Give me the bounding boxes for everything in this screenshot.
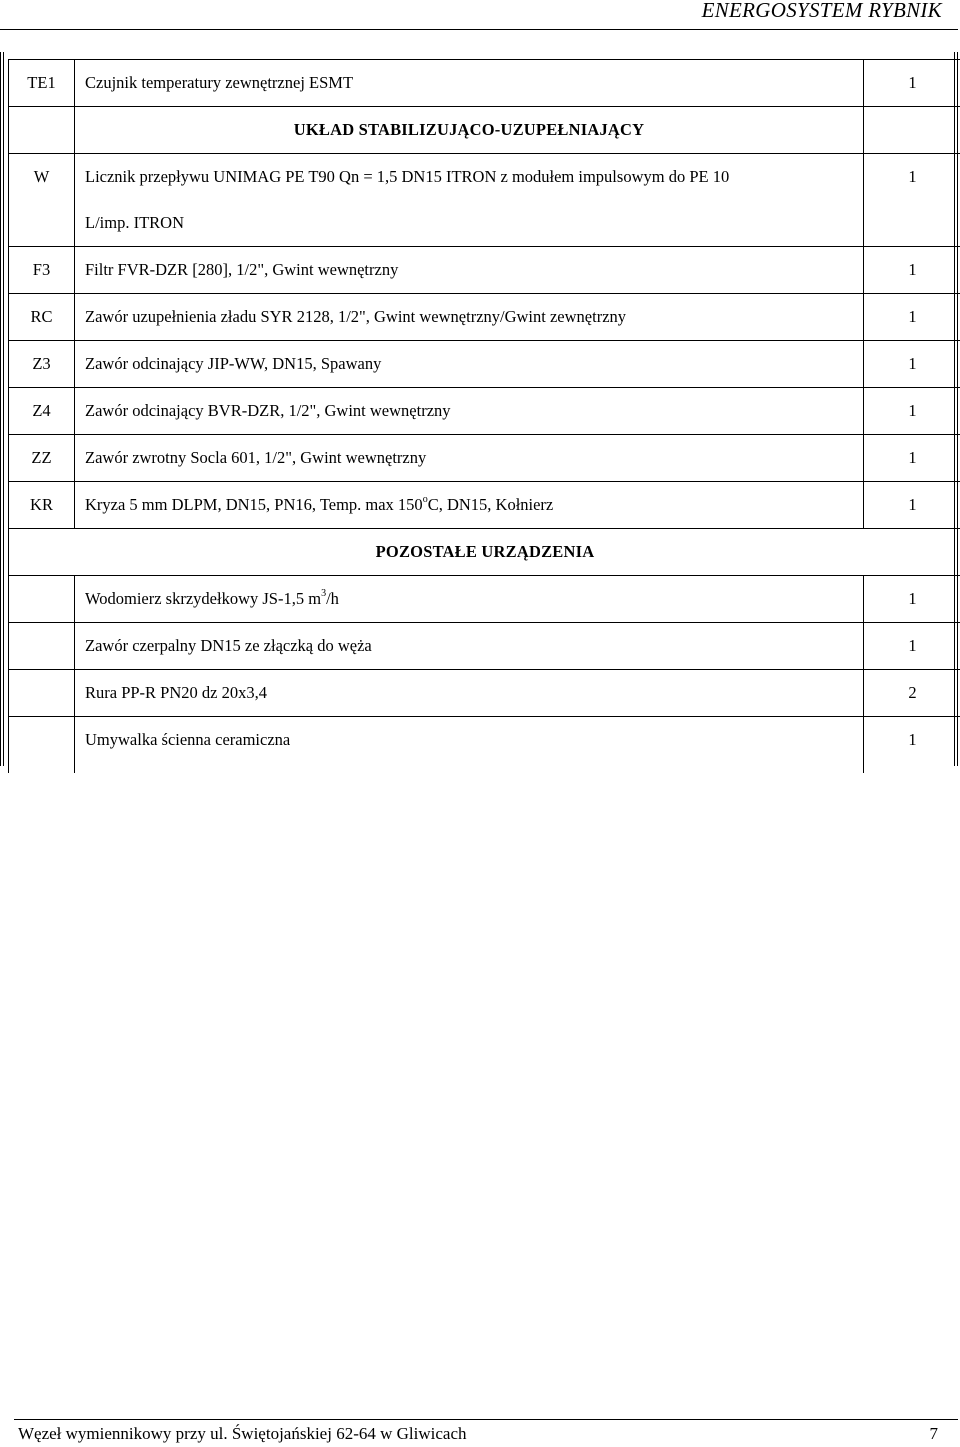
item-quantity: 1 bbox=[864, 623, 960, 670]
item-description-text: Kryza 5 mm DLPM, DN15, PN16, Temp. max 150 bbox=[85, 495, 423, 514]
section-title: UKŁAD STABILIZUJĄCO-UZUPEŁNIAJĄCY bbox=[75, 107, 864, 154]
item-quantity: 1 bbox=[864, 717, 960, 773]
item-description-text: Wodomierz skrzydełkowy JS-1,5 m bbox=[85, 589, 322, 608]
table-row bbox=[9, 154, 960, 247]
item-code: F3 bbox=[9, 247, 75, 294]
item-quantity: 1 bbox=[864, 60, 960, 107]
table-row bbox=[9, 670, 960, 717]
table-row bbox=[9, 388, 960, 435]
item-code: W bbox=[9, 154, 75, 247]
footer-rule bbox=[14, 1419, 958, 1420]
item-description-text: C, DN15, Kołnierz bbox=[427, 495, 554, 514]
table-row bbox=[9, 576, 960, 623]
item-quantity: 1 bbox=[864, 482, 960, 529]
item-code bbox=[9, 670, 75, 717]
table-row bbox=[9, 435, 960, 482]
page-number: 7 bbox=[929, 1424, 938, 1443]
item-description bbox=[75, 482, 864, 529]
table-row bbox=[9, 341, 960, 388]
item-code: Z4 bbox=[9, 388, 75, 435]
section-row bbox=[9, 107, 960, 154]
table-row bbox=[9, 717, 960, 773]
item-code bbox=[9, 576, 75, 623]
item-code: KR bbox=[9, 482, 75, 529]
item-description-line2: L/imp. ITRON bbox=[85, 213, 184, 232]
item-quantity: 1 bbox=[864, 341, 960, 388]
header-rule bbox=[0, 29, 958, 30]
item-quantity: 1 bbox=[864, 247, 960, 294]
item-description: Zawór odcinający BVR-DZR, 1/2", Gwint wewnętrzny bbox=[75, 388, 864, 435]
item-description: Umywalka ścienna ceramiczna bbox=[75, 717, 864, 773]
table-row bbox=[9, 623, 960, 670]
item-quantity: 1 bbox=[864, 294, 960, 341]
item-description: Zawór uzupełnienia zładu SYR 2128, 1/2", Gwint wewnętrzny/Gwint zewnętrzny bbox=[75, 294, 864, 341]
cubic-superscript: 3 bbox=[321, 588, 327, 599]
item-description-line1: Licznik przepływu UNIMAG PE T90 Qn = 1,5 DN15 ITRON z modułem impulsowym do PE 10 bbox=[85, 167, 730, 186]
item-code bbox=[9, 623, 75, 670]
item-quantity: 2 bbox=[864, 670, 960, 717]
item-code: ZZ bbox=[9, 435, 75, 482]
page-header-company: ENERGOSYSTEM RYBNIK bbox=[701, 0, 942, 22]
item-description: Czujnik temperatury zewnętrznej ESMT bbox=[75, 60, 864, 107]
item-description: Zawór czerpalny DN15 ze złączką do węża bbox=[75, 623, 864, 670]
degree-superscript: o bbox=[422, 494, 428, 505]
item-description: Rura PP-R PN20 dz 20x3,4 bbox=[75, 670, 864, 717]
item-code: RC bbox=[9, 294, 75, 341]
item-quantity: 1 bbox=[864, 435, 960, 482]
item-quantity: 1 bbox=[864, 576, 960, 623]
item-description bbox=[75, 576, 864, 623]
footer-title: Węzeł wymiennikowy przy ul. Świętojańskiej 62-64 w Gliwicach bbox=[18, 1424, 467, 1443]
item-code: Z3 bbox=[9, 341, 75, 388]
item-quantity: 1 bbox=[864, 154, 960, 247]
item-description bbox=[75, 154, 864, 247]
item-description: Filtr FVR-DZR [280], 1/2", Gwint wewnętrzny bbox=[75, 247, 864, 294]
table-row bbox=[9, 294, 960, 341]
item-description: Zawór zwrotny Socla 601, 1/2", Gwint wewnętrzny bbox=[75, 435, 864, 482]
item-description: Zawór odcinający JIP-WW, DN15, Spawany bbox=[75, 341, 864, 388]
item-code bbox=[9, 717, 75, 773]
equipment-table-frame bbox=[0, 52, 958, 766]
item-code: TE1 bbox=[9, 60, 75, 107]
item-code-empty bbox=[9, 107, 75, 154]
item-quantity-empty bbox=[864, 107, 960, 154]
equipment-table bbox=[8, 59, 960, 773]
section-title: POZOSTAŁE URZĄDZENIA bbox=[9, 529, 960, 576]
table-row bbox=[9, 482, 960, 529]
section-row bbox=[9, 529, 960, 576]
item-description-text: /h bbox=[326, 589, 339, 608]
table-row bbox=[9, 60, 960, 107]
item-quantity: 1 bbox=[864, 388, 960, 435]
table-row bbox=[9, 247, 960, 294]
